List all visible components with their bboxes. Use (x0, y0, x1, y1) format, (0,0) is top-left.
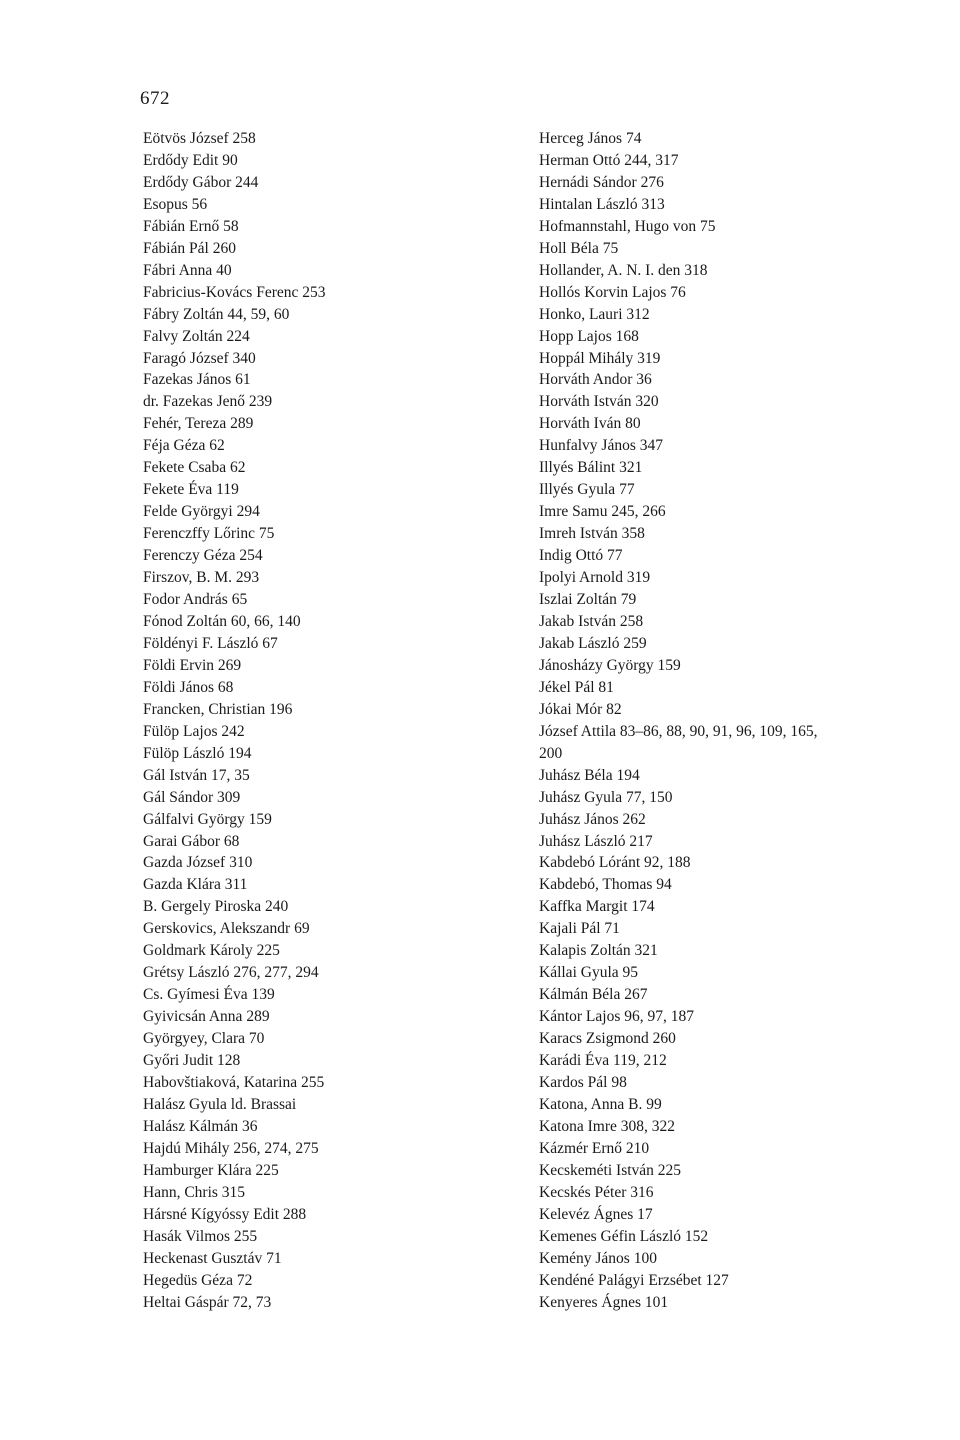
index-entry: Hintalan László 313 (539, 195, 665, 213)
index-entry: Felde Györgyi 294 (143, 503, 260, 521)
index-entry: Illyés Bálint 321 (539, 459, 643, 477)
index-entry: Imreh István 358 (539, 525, 645, 543)
index-entry: Kabdebó Lóránt 92, 188 (539, 854, 691, 872)
index-column-left (143, 128, 503, 1313)
index-entry: Gazda József 310 (143, 854, 253, 872)
index-entry: Horváth István 320 (539, 393, 659, 411)
index-entry: Esopus 56 (143, 195, 208, 213)
index-entry: Garai Gábor 68 (143, 832, 240, 850)
index-entry: Juhász János 262 (539, 810, 646, 828)
index-entry: Herman Ottó 244, 317 (539, 151, 679, 169)
index-entry: Ipolyi Arnold 319 (539, 569, 651, 587)
index-entry: Földi János 68 (143, 678, 234, 696)
index-entry: Gál Sándor 309 (143, 788, 241, 806)
index-entry: Kemenes Géfin László 152 (539, 1227, 709, 1245)
index-column-right (539, 128, 919, 1313)
index-entry: Hopp Lajos 168 (539, 327, 639, 345)
index-entry: Heltai Gáspár 72, 73 (143, 1293, 272, 1311)
index-entry: Ferenczy Géza 254 (143, 547, 263, 565)
index-entry: Kajali Pál 71 (539, 920, 620, 938)
index-entry: Györgyey, Clara 70 (143, 1030, 265, 1048)
index-entry: Karádi Éva 119, 212 (539, 1052, 667, 1070)
index-entry: Kecskeméti István 225 (539, 1161, 682, 1179)
index-entry: Hasák Vilmos 255 (143, 1227, 258, 1245)
index-entry: Ferenczffy Lőrinc 75 (143, 525, 275, 543)
index-entry: Gálfalvi György 159 (143, 810, 272, 828)
index-entry: Holl Béla 75 (539, 239, 619, 257)
index-entry: Katona Imre 308, 322 (539, 1117, 676, 1135)
index-entry: Gerskovics, Alekszandr 69 (143, 920, 310, 938)
index-entry: Kelevéz Ágnes 17 (539, 1205, 653, 1223)
index-entry: Herceg János 74 (539, 130, 642, 147)
index-entry: Gyivicsán Anna 289 (143, 1008, 270, 1026)
index-entry: Kabdebó, Thomas 94 (539, 876, 672, 894)
index-entry: Eötvös József 258 (143, 130, 256, 147)
index-entry: Fabricius-Kovács Ferenc 253 (143, 283, 326, 301)
index-entry: Fehér, Tereza 289 (143, 415, 254, 433)
index-entry: Erdődy Edit 90 (143, 151, 238, 169)
index-entry: Kardos Pál 98 (539, 1073, 627, 1091)
index-entry: Gazda Klára 311 (143, 876, 248, 894)
index-entry: Kálmán Béla 267 (539, 986, 648, 1004)
index-entry: Erdődy Gábor 244 (143, 173, 259, 191)
index-entry: Fábián Pál 260 (143, 239, 236, 257)
index-entry: Hársné Kígyóssy Edit 288 (143, 1205, 307, 1223)
index-entry: Hann, Chris 315 (143, 1183, 246, 1201)
index-entry: dr. Fazekas Jenő 239 (143, 393, 273, 411)
index-entry: B. Gergely Piroska 240 (143, 898, 289, 916)
index-entry: Hernádi Sándor 276 (539, 173, 664, 191)
index-entry: Kállai Gyula 95 (539, 964, 639, 982)
index-entry: Illyés Gyula 77 (539, 481, 635, 499)
index-entry: Halász Gyula ld. Brassai (143, 1095, 297, 1113)
index-entry: Horváth Andor 36 (539, 371, 652, 389)
index-entry: Indig Ottó 77 (539, 547, 623, 565)
index-entry: Fábri Anna 40 (143, 261, 232, 279)
index-entry: Hajdú Mihály 256, 274, 275 (143, 1139, 319, 1157)
index-entry: Kántor Lajos 96, 97, 187 (539, 1008, 694, 1026)
index-entry: Kendéné Palágyi Erzsébet 127 (539, 1271, 729, 1289)
index-entry: Cs. Gyímesi Éva 139 (143, 986, 275, 1004)
page-number: 672 (140, 88, 170, 109)
index-entry: Imre Samu 245, 266 (539, 503, 666, 521)
index-entry: Hegedüs Géza 72 (143, 1271, 253, 1289)
index-entry: Fülöp Lajos 242 (143, 722, 245, 740)
index-entry: Kaffka Margit 174 (539, 898, 655, 916)
index-entry: Kenyeres Ágnes 101 (539, 1293, 669, 1311)
index-entry: Gál István 17, 35 (143, 766, 250, 784)
index-entry: Hollander, A. N. I. den 318 (539, 261, 708, 279)
index-entry: 200 (539, 744, 563, 762)
index-entry: Jakab László 259 (539, 634, 647, 652)
index-entry: Földényi F. László 67 (143, 634, 278, 652)
index-entry: Fábián Ernő 58 (143, 217, 239, 235)
index-entry: Honko, Lauri 312 (539, 305, 650, 323)
index-entry: Hamburger Klára 225 (143, 1161, 279, 1179)
index-entry: Heckenast Gusztáv 71 (143, 1249, 282, 1267)
index-entry: Horváth Iván 80 (539, 415, 641, 433)
index-entry: Habovštiaková, Katarina 255 (143, 1073, 325, 1091)
index-entry: Juhász Béla 194 (539, 766, 640, 784)
index-entry: Győri Judit 128 (143, 1052, 241, 1070)
index-entry: Kázmér Ernő 210 (539, 1139, 650, 1157)
index-entry: József Attila 83–86, 88, 90, 91, 96, 109, 165, (539, 722, 818, 740)
index-entry: Jakab István 258 (539, 612, 644, 630)
index-entry: Goldmark Károly 225 (143, 942, 280, 960)
index-entry: Hunfalvy János 347 (539, 437, 663, 455)
index-entry: Firszov, B. M. 293 (143, 569, 260, 587)
index-entry: Kemény János 100 (539, 1249, 657, 1267)
index-entry: Féja Géza 62 (143, 437, 225, 455)
index-entry: Iszlai Zoltán 79 (539, 591, 637, 609)
index-entry: Francken, Christian 196 (143, 700, 293, 718)
index-entry: Hollós Korvin Lajos 76 (539, 283, 686, 301)
index-entry: Jókai Mór 82 (539, 700, 622, 718)
index-entry: Hofmannstahl, Hugo von 75 (539, 217, 716, 235)
index-entry: Kalapis Zoltán 321 (539, 942, 658, 960)
index-entry: Fónod Zoltán 60, 66, 140 (143, 612, 301, 630)
index-entry: Juhász László 217 (539, 832, 653, 850)
index-entry: Kecskés Péter 316 (539, 1183, 654, 1201)
index-entry: Jánosházy György 159 (539, 656, 681, 674)
index-entry: Juhász Gyula 77, 150 (539, 788, 673, 806)
index-entry: Fazekas János 61 (143, 371, 251, 389)
index-entry: Halász Kálmán 36 (143, 1117, 258, 1135)
index-entry: Fodor András 65 (143, 591, 248, 609)
index-entry: Karacs Zsigmond 260 (539, 1030, 676, 1048)
index-entry: Földi Ervin 269 (143, 656, 242, 674)
index-entry: Hoppál Mihály 319 (539, 349, 661, 367)
index-entry: Fekete Éva 119 (143, 481, 239, 499)
index-entry: Faragó József 340 (143, 349, 256, 367)
index-entry: Jékel Pál 81 (539, 678, 614, 696)
index-entry: Falvy Zoltán 224 (143, 327, 250, 345)
index-entry: Fülöp László 194 (143, 744, 252, 762)
index-entry: Katona, Anna B. 99 (539, 1095, 662, 1113)
index-entry: Grétsy László 276, 277, 294 (143, 964, 319, 982)
index-entry: Fekete Csaba 62 (143, 459, 246, 477)
index-entry: Fábry Zoltán 44, 59, 60 (143, 305, 290, 323)
